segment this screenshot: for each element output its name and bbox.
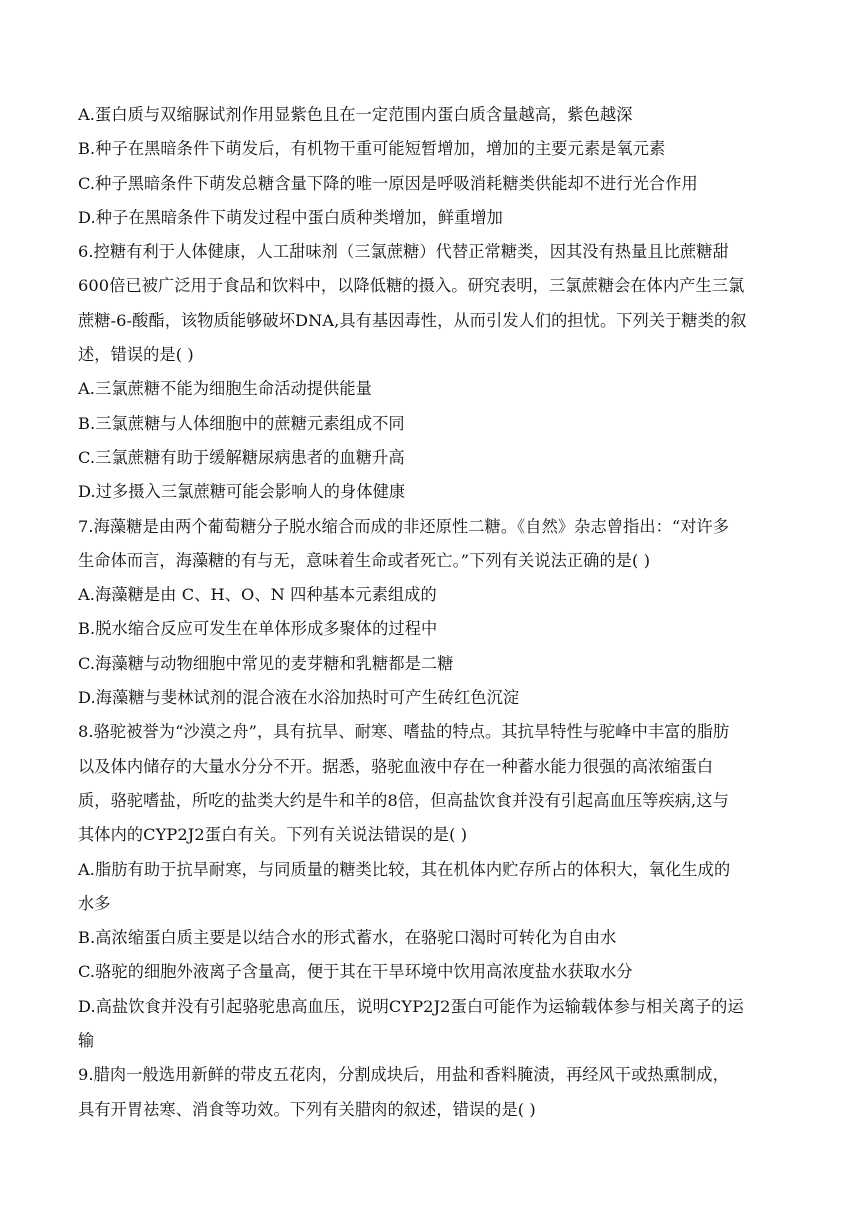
question-9-line: 9.腊肉一般选用新鲜的带皮五花肉，分割成块后，用盐和香料腌渍，再经风干或热熏制成，	[78, 1065, 729, 1085]
text-line: 输	[78, 1031, 95, 1051]
option-line: B.三氯蔗糖与人体细胞中的蔗糖元素组成不同	[78, 413, 405, 433]
option-line: C.三氯蔗糖有助于缓解糖尿病患者的血糖升高	[78, 447, 405, 467]
text-line: 蔗糖-6-酸酯，该物质能够破坏DNA,具有基因毒性，从而引发人们的担忧。下列关于糖类的叙	[78, 310, 747, 330]
text-line: A.蛋白质与双缩脲试剂作用显紫色且在一定范围内蛋白质含量越高，紫色越深	[78, 105, 633, 124]
text-line: C.种子黑暗条件下萌发总糖含量下降的唯一原因是呼吸消耗糖类供能却不进行光合作用	[78, 173, 698, 193]
option-line: D.高盐饮食并没有引起骆驼患高血压，说明CYP2J2蛋白可能作为运输载体参与相关离子的运	[78, 996, 744, 1016]
option-line: C.海藻糖与动物细胞中常见的麦芽糖和乳糖都是二糖	[78, 653, 454, 673]
text-line: 其体内的CYP2J2蛋白有关。下列有关说法错误的是( )	[78, 825, 468, 845]
document-body	[78, 98, 798, 1127]
question-6-line: 6.控糖有利于人体健康，人工甜味剂（三氯蔗糖）代替正常糖类，因其没有热量且比蔗糖甜	[78, 242, 729, 262]
option-line: B.高浓缩蛋白质主要是以结合水的形式蓄水，在骆驼口渴时可转化为自由水	[78, 928, 617, 948]
question-7-line: 7.海藻糖是由两个葡萄糖分子脱水缩合而成的非还原性二糖。《自然》杂志曾指出：“对许多	[78, 516, 730, 536]
option-line: D.海藻糖与斐林试剂的混合液在水浴加热时可产生砖红色沉淀	[78, 688, 520, 708]
option-line: A.海藻糖是由 C、H、O、N 四种基本元素组成的	[78, 585, 437, 605]
text-line: D.种子在黑暗条件下萌发过程中蛋白质种类增加，鲜重增加	[78, 207, 503, 227]
text-line: 具有开胃祛寒、消食等功效。下列有关腊肉的叙述，错误的是( )	[78, 1099, 536, 1119]
text-line: 生命体而言，海藻糖的有与无，意味着生命或者死亡。”下列有关说法正确的是( )	[78, 550, 651, 570]
option-line: A.脂肪有助于抗旱耐寒，与同质量的糖类比较，其在机体内贮存所占的体积大，氧化生成的	[78, 859, 731, 879]
text-line: 以及体内储存的大量水分分不开。据悉，骆驼血液中存在一种蓄水能力很强的高浓缩蛋白	[78, 756, 714, 776]
option-line: B.脱水缩合反应可发生在单体形成多聚体的过程中	[78, 619, 438, 639]
option-line: D.过多摄入三氯蔗糖可能会影响人的身体健康	[78, 482, 406, 502]
text-line: 600倍已被广泛用于食品和饮料中，以降低糖的摄入。研究表明，三氯蔗糖会在体内产生三氯	[78, 276, 745, 296]
text-line: B.种子在黑暗条件下萌发后，有机物干重可能短暂增加，增加的主要元素是氧元素	[78, 139, 666, 159]
text-line: 水多	[78, 893, 111, 913]
question-8-line: 8.骆驼被誉为“沙漠之舟”，具有抗旱、耐寒、嗜盐的特点。其抗旱特性与驼峰中丰富的脂肪	[78, 722, 730, 742]
option-line: C.骆驼的细胞外液离子含量高，便于其在干旱环境中饮用高浓度盐水获取水分	[78, 962, 633, 982]
text-line: 质，骆驼嗜盐，所吃的盐类大约是牛和羊的8倍，但高盐饮食并没有引起高血压等疾病,这与	[78, 790, 729, 810]
option-line: A.三氯蔗糖不能为细胞生命活动提供能量	[78, 379, 372, 399]
text-line: 述，错误的是( )	[78, 345, 194, 365]
